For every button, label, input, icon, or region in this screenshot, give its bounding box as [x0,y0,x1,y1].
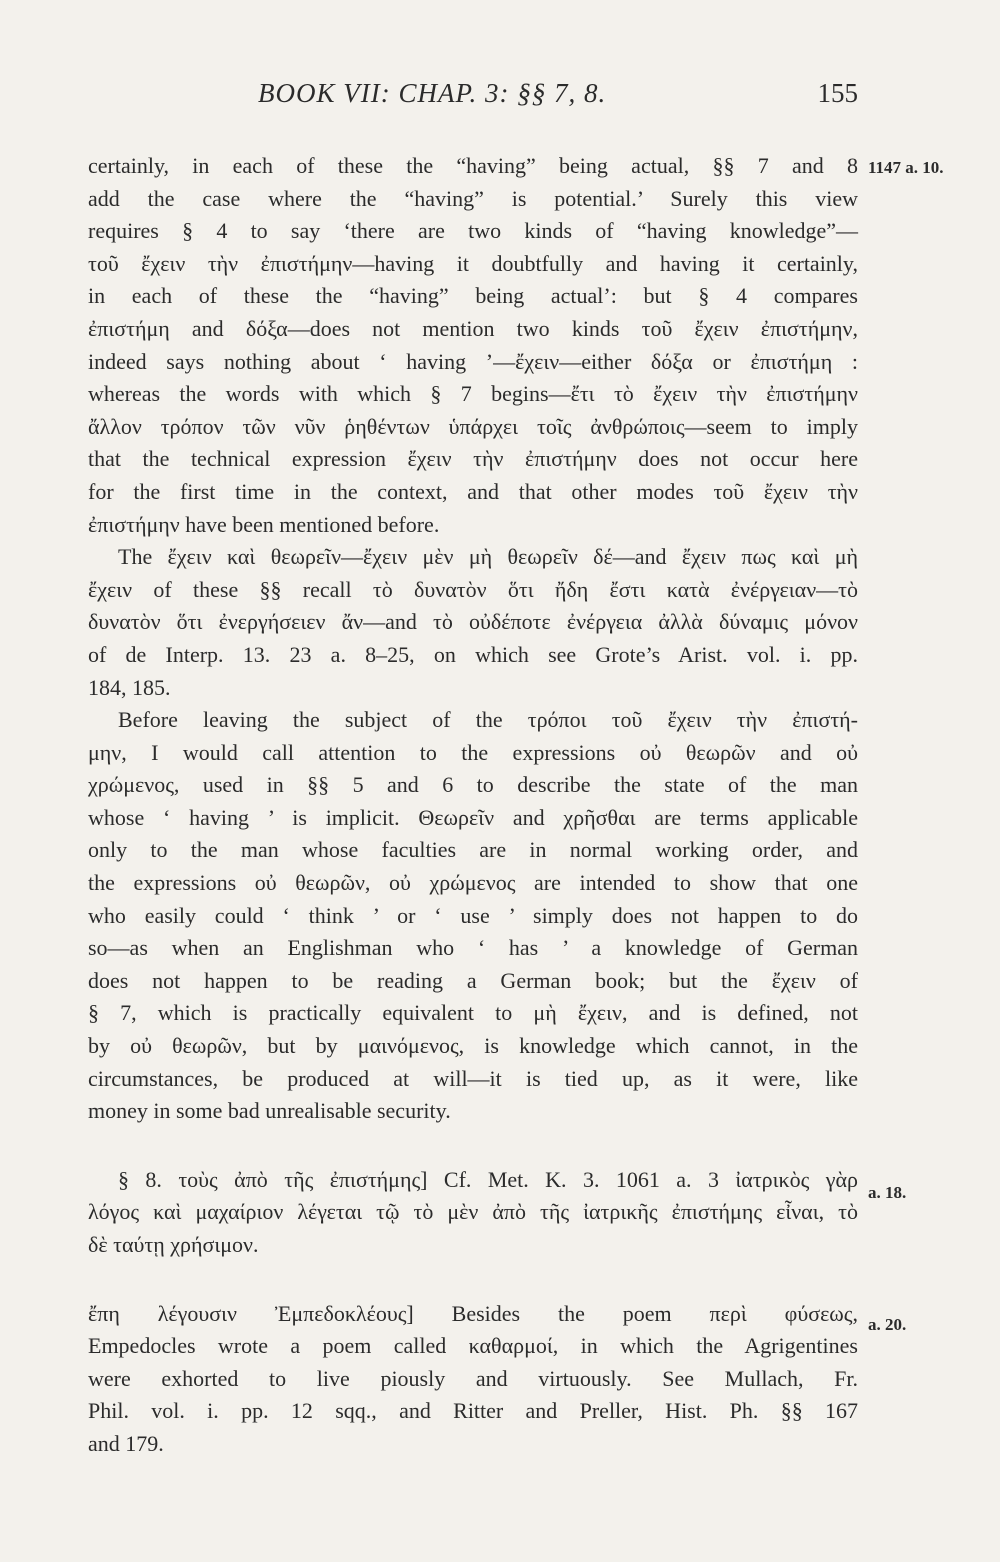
text-line: money in some bad unrealisable security. [88,1098,451,1124]
text-line: were exhorted to live piously and virtuously. See Mullach, Fr. [88,1365,858,1391]
text-line: that the technical expression ἔχειν τὴν ἐπιστήμην does not occur here [88,446,858,472]
text-line: for the first time in the context, and that other modes τοῦ ἔχειν τὴν [88,478,858,504]
text-line: of de Interp. 13. 23 a. 8–25, on which see Grote’s Arist. vol. i. pp. [88,641,858,667]
section-gap [88,1128,858,1164]
text-line: τοῦ ἔχειν τὴν ἐπιστήμην—having it doubtfully and having it certainly, [88,250,858,276]
text-line: μην, I would call attention to the expressions οὐ θεωρῶν and οὐ [88,739,858,765]
text-line: 184, 185. [88,674,171,700]
text-line: in each of these the “having” being actual’: but § 4 compares [88,283,858,309]
text-line: and 179. [88,1430,164,1456]
text-line: by οὐ θεωρῶν, but by μαινόμενος, is knowledge which cannot, in the [88,1033,858,1059]
text-line: Before leaving the subject of the τρόποι τοῦ ἔχειν τὴν ἐπιστή- [118,707,858,733]
text-line: δυνατὸν ὅτι ἐνεργήσειεν ἄν—and τὸ οὐδέποτε ἐνέργεια ἀλλὰ δύναμις μόνον [88,609,858,635]
text-line: ἐπιστήμην have been mentioned before. [88,511,440,537]
page-number: 155 [817,78,858,108]
text-line: requires § 4 to say ‘there are two kinds of “having knowledge”— [88,218,858,244]
text-line: circumstances, be produced at will—it is tied up, as it were, like [88,1065,858,1091]
text-line: add the case where the “having” is potential.’ Surely this view [88,185,858,211]
text-line: χρώμενος, used in §§ 5 and 6 to describe the state of the man [88,772,858,798]
text-line: who easily could ‘ think ’ or ‘ use ’ simply does not happen to do [88,902,858,928]
text-line: λόγος καὶ μαχαίριον λέγεται τῷ τὸ μὲν ἀπὸ τῆς ἰατρικῆς ἐπιστήμης εἶναι, τὸ [88,1199,858,1225]
text-line: does not happen to be reading a German book; but the ἔχειν of [88,967,858,993]
text-line: whose ‘ having ’ is implicit. Θεωρεῖν and χρῆσθαι are terms applicable [88,804,858,830]
text-line: The ἔχειν καὶ θεωρεῖν—ἔχειν μὲν μὴ θεωρεῖν δέ—and ἔχειν πως καὶ μὴ [118,544,858,570]
text-line: ἄλλον τρόπον τῶν νῦν ῥηθέντων ὑπάρχει τοῖς ἀνθρώποις—seem to imply [88,413,858,439]
text-line: ἔχειν of these §§ recall τὸ δυνατὸν ὅτι ἤδη ἔστι κατὰ ἐνέργειαν—τὸ [88,576,858,602]
text-line: ἐπιστήμη and δόξα—does not mention two kinds τοῦ ἔχειν ἐπιστήμην, [88,315,858,341]
text-line: certainly, in each of these the “having” being actual, §§ 7 and 8 [88,153,858,178]
text-line: ἔπη λέγουσιν Ἐμπεδοκλέους] Besides the poem περὶ φύσεως, [88,1300,858,1326]
text-line: indeed says nothing about ‘ having ’—ἔχειν—either δόξα or ἐπιστήμη : [88,348,858,374]
body-text [88,150,858,1461]
margin-note: 1147 a. 10. [868,158,944,177]
running-head: BOOK VII: CHAP. 3: §§ 7, 8. [258,78,607,108]
text-line: whereas the words with which § 7 begins—ἔτι τὸ ἔχειν τὴν ἐπιστήμην [88,381,858,407]
margin-note: a. 18. [868,1183,907,1202]
text-line: § 7, which is practically equivalent to μὴ ἔχειν, and is defined, not [88,1000,858,1026]
text-line: Empedocles wrote a poem called καθαρμοί, in which the Agrigentines [88,1333,858,1359]
text-line: Phil. vol. i. pp. 12 sqq., and Ritter and Preller, Hist. Ph. §§ 167 [88,1398,858,1424]
text-line: the expressions οὐ θεωρῶν, οὐ χρώμενος are intended to show that one [88,870,858,896]
margin-note: a. 20. [868,1315,907,1334]
text-line: so—as when an Englishman who ‘ has ’ a knowledge of German [88,935,858,961]
text-line: § 8. τοὺς ἀπὸ τῆς ἐπιστήμης] Cf. Met. K. 3. 1061 a. 3 ἰατρικὸς γὰρ [118,1166,858,1192]
text-line: only to the man whose faculties are in normal working order, and [88,837,858,863]
section-gap [88,1262,858,1298]
page-header [258,78,858,118]
text-line: δὲ ταύτῃ χρήσιμον. [88,1232,259,1257]
